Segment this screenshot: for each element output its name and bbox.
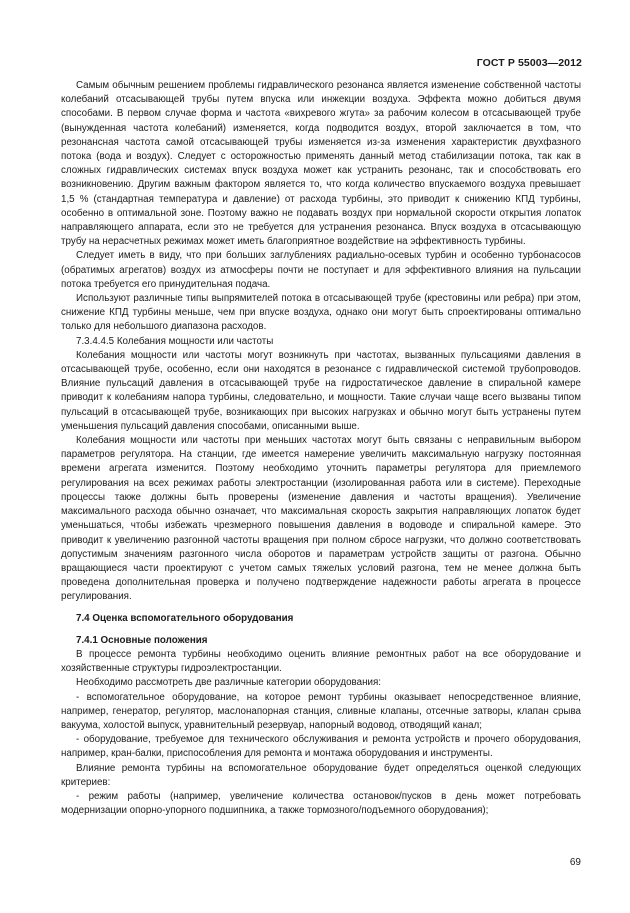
list-item-operating-mode: - режим работы (например, увеличение количества остановок/пусков в день может потребовать модернизации опорно-упорного подшипника, а также тормозного/подъемного оборудования); <box>61 790 581 817</box>
body-text <box>61 79 581 818</box>
paragraph-power-oscillations: Колебания мощности или частоты могут возникнуть при частотах, вызванных пульсациями давления в отсасывающей трубе, особенно, если они находятся в резонансе с гидравлической системой трубопроводов. Влияние пульсаций давления в отсасывающей трубе на гидростатическое давление в спиральной камере приводит к колебаниям напора турбины, следовательно, и мощности. Такие случаи чаще всего вызваны типом пульсаций в отсасывающей трубе, возникающих при высоких нагрузках и обычно могут быть устранены путем уменьшения пульсаций давления способами, описанными выше. <box>61 349 581 432</box>
list-item-maintenance-equipment: - оборудование, требуемое для технического обслуживания и ремонта устройств и прочего оборудования, например, кран-балки, приспособления для ремонта и монтажа оборудования и инструменты. <box>61 734 581 760</box>
page-number: 69 <box>569 857 581 868</box>
paragraph-criteria-intro: Влияние ремонта турбины на вспомогательное оборудование будет определяться оценкой следующих критериев: <box>61 762 581 788</box>
paragraph-forced-air-supply: Следует иметь в виду, что при больших заглублениях радиально-осевых турбин и особенно турбонасосов (обратимых агрегатов) воздух из атмосферы почти не поступает и для эффективного влияния на пульсации потока требуется его принудительная подача. <box>61 250 581 290</box>
paragraph-two-categories: Необходимо рассмотреть две различные категории оборудования: <box>76 677 381 689</box>
section-heading-74: 7.4 Оценка вспомогательного оборудования <box>76 612 294 624</box>
paragraph-air-injection: Самым обычным решением проблемы гидравлического резонанса является изменение собственной частоты колебаний отсасывающей трубы путем впуска или инжекции воздуха. Эффекта можно добиться двумя способами. В первом случае форма и частота «вихревого жгута» за рабочим колесом в отсасывающей трубе (вынужденная частота колебаний) изменяется, когда подводится воздух, второй заключается в том, что резонансная частота самой отсасывающей трубы изменяется из-за изменения характеристик двухфазного потока (вода и воздух). Следует с осторожностью применять данный метод стабилизации потока, так как в сложных гидравлических системах впуск воздуха может как устранить резонанс, так и способствовать его возникновению. Другим важным фактором является то, что когда количество впускаемого воздуха превышает 1,5 % (стандартная температура и давление) от расхода турбины, это приводит к снижению КПД турбины, особенно в оптимальной зоне. Поэтому важно не подавать воздух при нормальной скорости открытия лопаток направляющего аппарата, если это не требуется для устранения резонанса. Впуск воздуха в отсасывающую трубу на нерасчетных режимах может иметь благоприятное воздействие на эффективность турбины. <box>61 80 581 248</box>
paragraph-repair-impact: В процессе ремонта турбины необходимо оценить влияние ремонтных работ на все оборудование и хозяйственные структуры гидроэлектростанции. <box>61 648 581 675</box>
section-heading-741: 7.4.1 Основные положения <box>76 634 208 646</box>
subsection-heading-74445: 7.3.4.4.5 Колебания мощности или частоты <box>76 335 274 347</box>
document-code-header: ГОСТ Р 55003—2012 <box>476 57 582 69</box>
paragraph-flow-straighteners: Используют различные типы выпрямителей потока в отсасывающей трубе (крестовины или ребра) при этом, снижение КПД турбины меньше, чем при впуске воздуха, однако они могут быть спроектированы оптимально только для небольшого диапазона расходов. <box>61 293 581 333</box>
paragraph-governor-parameters: Колебания мощности или частоты при меньших частотах могут быть связаны с неправильным выбором параметров регулятора. На станции, где имеется намерение увеличить максимальную нагрузку постоянная времени агрегата изменится. Поэтому необходимо уточнить параметры регулятора для приемлемого регулирования на всех режимах работы электростанции (изолированная работа или в системе). Переходные процессы также должны быть проверены (изменение давления и частоты вращения). Увеличение максимального расхода обычно означает, что максимальная скорость закрытия направляющих лопаток будет уменьшаться, чтобы избежать чрезмерного повышения давления в водоводе и спиральной камере. Это приводит к увеличению разгонной частоты вращения при полном сбросе нагрузки, что должно соответствовать допустимым значениям разгонного числа оборотов и параметрам устройств защиты от разгона. Обычно вращающиеся части проектируют с учетом самых тяжелых условий разгона, тем не менее должна быть проведена дополнительная проверка и получено подтверждение надежности работы агрегата в процессе регулирования. <box>61 435 581 603</box>
list-item-auxiliary-equipment: - вспомогательное оборудование, на которое ремонт турбины оказывает непосредственное влияние, например, генератор, регулятор, маслонапорная станция, сливные клапаны, отсечные затворы, клапан срыва вакуума, холостой выпуск, уравнительный резервуар, напорный водовод, отводящий канал; <box>61 691 581 731</box>
